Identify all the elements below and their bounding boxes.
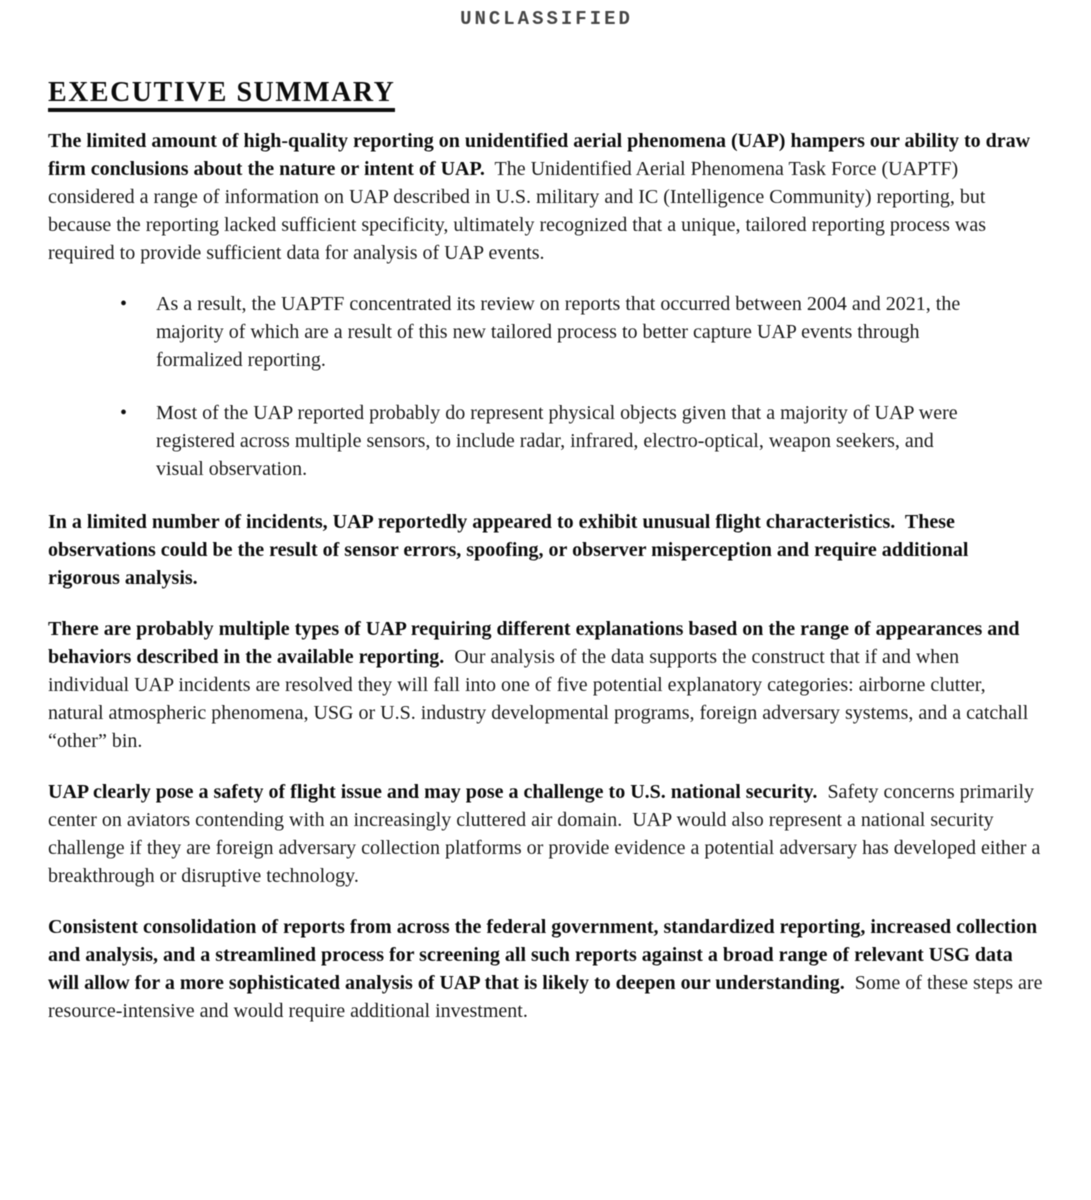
bullet-list (48, 290, 1045, 483)
paragraph-consolidation-regular: Some of these steps are resource-intensive and would require additional investment. (48, 972, 1048, 1023)
paragraph-types-regular: Our analysis of the data supports the construct that if and when individual UAP incidents are resolved they will fall into one of five potential explanatory categories: airborne clutter, natural atmospheric phenomena, USG or U.S. industry developmental programs, foreign adversary systems, and a catchall “other” bin. (48, 646, 1034, 753)
paragraph-safety-regular: Safety concerns primarily center on aviators contending with an increasingly cluttered air domain. UAP would also represent a national security challenge if they are foreign adversary collection platforms or provide evidence a potential adversary has developed either a breakthrough or disruptive technology. (48, 781, 1046, 888)
bullet-icon: • (120, 293, 128, 316)
paragraph-types-bold: There are probably multiple types of UAP requiring different explanations based on the range of appearances and behaviors described in the available reporting. (48, 618, 1025, 669)
paragraph-intro (48, 127, 1045, 267)
page-title: EXECUTIVE SUMMARY (48, 78, 395, 112)
bullet-icon: • (120, 402, 128, 425)
heading-row (48, 30, 1045, 112)
paragraph-multiple-types (48, 615, 1045, 755)
bullet-text: As a result, the UAPTF concentrated its review on reports that occurred between 2004 and 2021, the majority of which are a result of this new tailored process to better capture UAP events through formalized reporting. (156, 293, 966, 372)
paragraph-flight-bold: In a limited number of incidents, UAP reportedly appeared to exhibit unusual flight characteristics. These observations could be the result of sensor errors, spoofing, or observer misperception and require additional rigorous analysis. (48, 511, 974, 590)
bullet-text: Most of the UAP reported probably do represent physical objects given that a majority of UAP were registered across multiple sensors, to include radar, infrared, electro-optical, weapon seekers, and visual observation. (156, 402, 963, 481)
paragraph-safety (48, 778, 1045, 890)
classification-banner: UNCLASSIFIED (460, 8, 633, 30)
list-item (120, 290, 980, 374)
paragraph-intro-regular: The Unidentified Aerial Phenomena Task Force (UAPTF) considered a range of information on UAP described in U.S. military and IC (Intelligence Community) reporting, but because the reporting lacked sufficient specificity, ultimately recognized that a unique, tailored reporting process was required to provide sufficient data for analysis of UAP events. (48, 158, 991, 265)
paragraph-safety-bold: UAP clearly pose a safety of flight issue and may pose a challenge to U.S. national security. (48, 781, 818, 804)
paragraph-consolidation-bold: Consistent consolidation of reports from across the federal government, standardized reporting, increased collection and analysis, and a streamlined process for screening all such reports against a broad range of relevant USG data will allow for a more sophisticated analysis of UAP that is likely to deepen our understanding. (48, 916, 1043, 995)
paragraph-flight-characteristics (48, 508, 1045, 592)
paragraph-intro-bold: The limited amount of high-quality reporting on unidentified aerial phenomena (UAP) hampers our ability to draw firm conclusions about the nature or intent of UAP. (48, 130, 1036, 181)
paragraph-consolidation (48, 913, 1048, 1025)
list-item (120, 399, 980, 483)
